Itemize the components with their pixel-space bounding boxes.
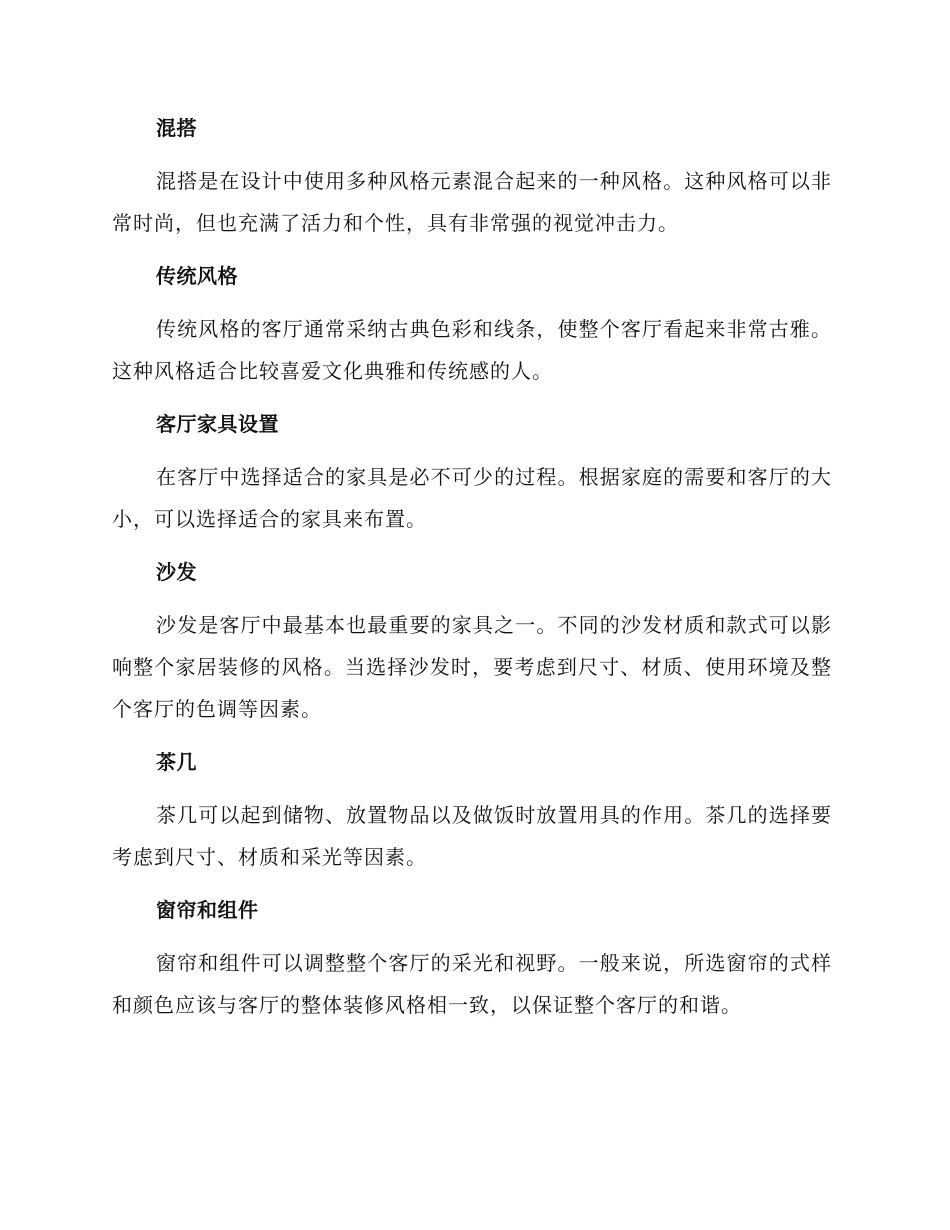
section-mix-style bbox=[112, 108, 832, 244]
section-paragraph: 在客厅中选择适合的家具是必不可少的过程。根据家庭的需要和客厅的大小，可以选择适合的家具来布置。 bbox=[112, 465, 832, 531]
section-heading: 茶几 bbox=[156, 750, 197, 774]
section-curtains bbox=[112, 890, 832, 1026]
document-page bbox=[112, 108, 832, 1038]
section-paragraph: 窗帘和组件可以调整整个客厅的采光和视野。一般来说，所选窗帘的式样和颜色应该与客厅的整体装修风格相一致，以保证整个客厅的和谐。 bbox=[112, 951, 832, 1017]
section-heading: 混搭 bbox=[156, 116, 197, 140]
section-traditional-style bbox=[112, 256, 832, 392]
section-paragraph: 传统风格的客厅通常采纳古典色彩和线条，使整个客厅看起来非常古雅。这种风格适合比较喜爱文化典雅和传统感的人。 bbox=[112, 317, 832, 383]
section-sofa bbox=[112, 552, 832, 730]
section-furniture-setup bbox=[112, 404, 832, 540]
section-paragraph: 沙发是客厅中最基本也最重要的家具之一。不同的沙发材质和款式可以影响整个家居装修的风格。当选择沙发时，要考虑到尺寸、材质、使用环境及整个客厅的色调等因素。 bbox=[112, 613, 832, 721]
section-heading: 窗帘和组件 bbox=[156, 898, 259, 922]
section-coffee-table bbox=[112, 742, 832, 878]
section-heading: 客厅家具设置 bbox=[156, 412, 279, 436]
section-heading: 沙发 bbox=[156, 560, 197, 584]
section-heading: 传统风格 bbox=[156, 264, 238, 288]
section-paragraph: 混搭是在设计中使用多种风格元素混合起来的一种风格。这种风格可以非常时尚，但也充满了活力和个性，具有非常强的视觉冲击力。 bbox=[112, 169, 832, 235]
section-paragraph: 茶几可以起到储物、放置物品以及做饭时放置用具的作用。茶几的选择要考虑到尺寸、材质和采光等因素。 bbox=[112, 803, 832, 869]
